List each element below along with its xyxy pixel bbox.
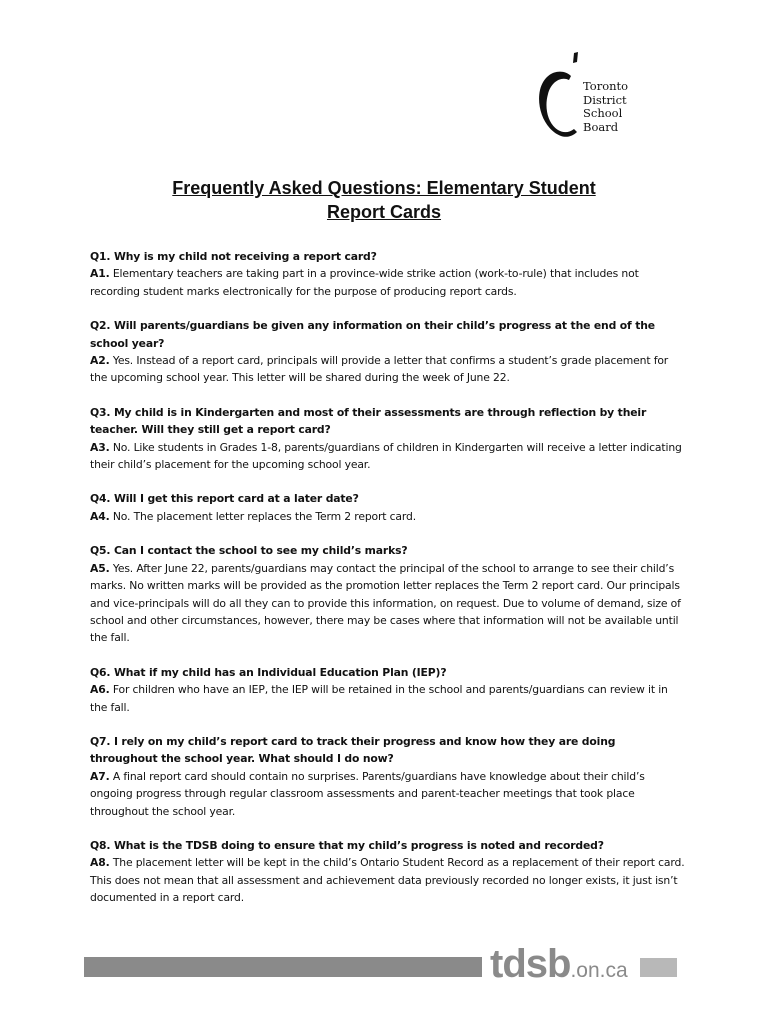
- page-title: [84, 176, 684, 224]
- apple-logo-icon: [533, 50, 579, 140]
- faq-question: Q2. Will parents/guardians be given any information on their child’s progress at the end of the school year?: [90, 319, 655, 350]
- faq-answer: [90, 768, 685, 820]
- faq-answer: [90, 508, 685, 525]
- faq-answer-text: For children who have an IEP, the IEP will be retained in the school and parents/guardians can review it in the fall.: [90, 683, 668, 714]
- footer-logo: [490, 942, 628, 986]
- faq-list: [90, 248, 685, 924]
- faq-answer-label: A8.: [90, 856, 110, 870]
- faq-question: Q3. My child is in Kindergarten and most of their assessments are through reflection by their teacher. Will they still get a report card?: [90, 405, 647, 437]
- faq-answer-text: A final report card should contain no surprises. Parents/guardians have knowledge about their child’s ongoing progress through regular classroom assessments and parent-teacher meetings that took place throughout the school year.: [90, 769, 645, 818]
- page-title-line2: Report Cards: [326, 202, 442, 222]
- faq-answer-label: A6.: [90, 683, 110, 697]
- faq-answer: [90, 560, 685, 647]
- faq-answer-text: Yes. After June 22, parents/guardians may contact the principal of the school to arrange to see their child’s marks. No written marks will be provided as the promotion letter replaces the Term 2 report card. Our principals and vice-principals will do all they can to provide this information, on request. Due to volume of demand, size of school and other circumstances, however, there may be cases where that information will not be available until the fall.: [90, 561, 681, 645]
- logo-line: Toronto: [583, 79, 629, 93]
- faq-item: [90, 404, 685, 474]
- faq-answer-text: No. Like students in Grades 1-8, parents/guardians of children in Kindergarten will receive a letter indicating their child’s placement for the upcoming school year.: [90, 440, 682, 472]
- page-title-line1: Frequently Asked Questions: Elementary Student: [172, 178, 596, 198]
- faq-item: [90, 837, 685, 907]
- faq-answer-label: A2.: [90, 354, 110, 368]
- faq-item: [90, 664, 685, 716]
- faq-answer: [90, 854, 685, 906]
- faq-answer-text: Elementary teachers are taking part in a province-wide strike action (work-to-rule) that includes not recording student marks electronically for the purpose of producing report cards.: [90, 267, 639, 298]
- faq-question: Q8. What is the TDSB doing to ensure that my child’s progress is noted and recorded?: [90, 838, 604, 852]
- faq-item: [90, 317, 685, 387]
- footer-bar-right: [640, 958, 677, 977]
- faq-item: [90, 542, 685, 646]
- faq-question: Q7. I rely on my child’s report card to track their progress and know how they are doing throughout the school year. What should I do now?: [90, 734, 616, 766]
- faq-answer: [90, 681, 685, 716]
- faq-item: [90, 733, 685, 820]
- footer-bar-left: [84, 957, 482, 977]
- logo-line: School: [583, 106, 623, 120]
- faq-question: Q6. What if my child has an Individual Education Plan (IEP)?: [90, 665, 447, 679]
- footer-logo-main: tdsb: [490, 942, 571, 986]
- footer-logo-domain: .on.ca: [570, 959, 628, 982]
- tdsb-logo: [533, 50, 633, 140]
- faq-answer-label: A4.: [90, 509, 110, 523]
- faq-answer-label: A7.: [90, 769, 110, 783]
- faq-question: Q1. Why is my child not receiving a report card?: [90, 250, 377, 263]
- faq-answer-text: Yes. Instead of a report card, principals will provide a letter that confirms a student’s grade placement for the upcoming school year. This letter will be shared during the week of June 22.: [90, 354, 669, 385]
- faq-answer-label: A3.: [90, 440, 110, 454]
- faq-answer-text: The placement letter will be kept in the child’s Ontario Student Record as a replacement of their report card. This does not mean that all assessment and achievement data previously recorded no longer exists, it just isn’t documented in a report card.: [90, 856, 685, 905]
- logo-line: District: [583, 92, 627, 107]
- faq-item: [90, 490, 685, 525]
- faq-question: Q4. Will I get this report card at a later date?: [90, 492, 359, 506]
- faq-answer-label: A1.: [90, 267, 110, 281]
- faq-question: Q5. Can I contact the school to see my child’s marks?: [90, 544, 408, 558]
- faq-answer-text: No. The placement letter replaces the Term 2 report card.: [109, 509, 416, 523]
- faq-item: [90, 248, 685, 300]
- faq-answer: [90, 439, 685, 474]
- logo-line: Board: [583, 119, 619, 134]
- faq-answer: [90, 265, 685, 300]
- faq-answer-label: A5.: [90, 561, 110, 575]
- logo-wordmark: [583, 80, 628, 134]
- faq-answer: [90, 352, 685, 387]
